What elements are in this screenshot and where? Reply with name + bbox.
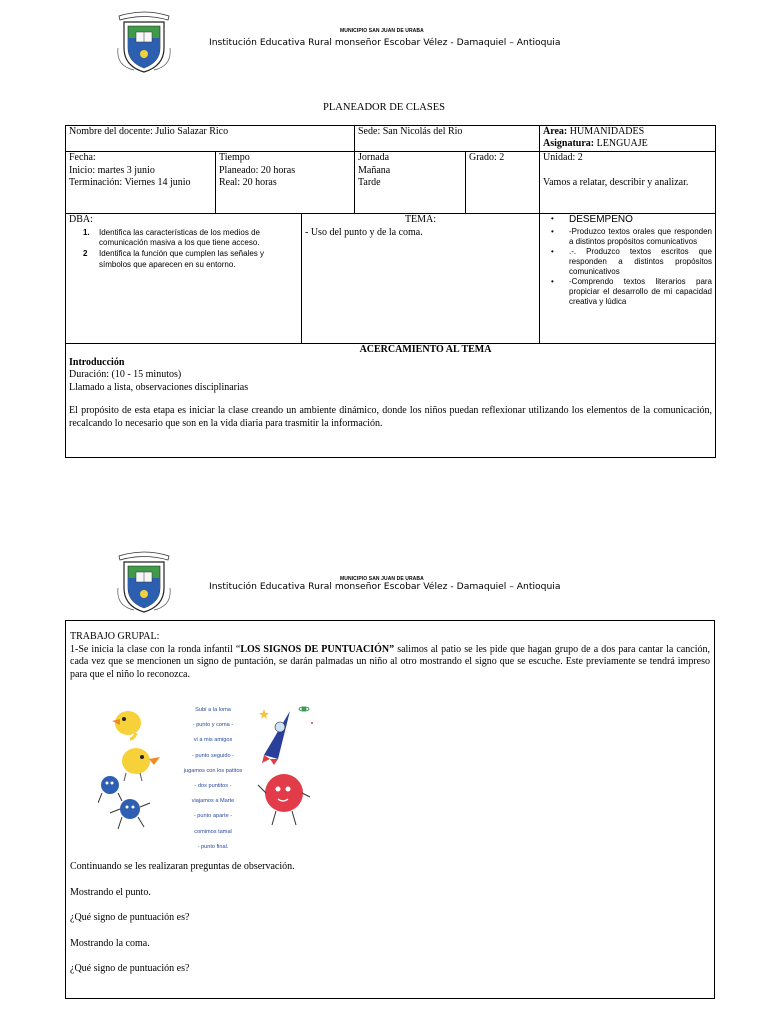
song-line: comimos tamal (194, 828, 232, 835)
duracion-text: Duración: (10 - 15 minutos) (69, 369, 182, 380)
rocket-icon (256, 703, 316, 767)
song-line: vi a mis amigos (193, 737, 233, 744)
song-line: - punto y coma - (192, 722, 234, 729)
song-line: - punto final. (197, 843, 229, 850)
institution-name: Institución Educativa Rural monseñor Escobar Vélez - Damaquiel – Antioquia (209, 581, 561, 592)
bullet-icon: • (551, 276, 554, 286)
trabajo-paragraph (70, 644, 710, 682)
dba-item-number: 1. (83, 227, 90, 237)
tema-label: TEMA: (404, 214, 437, 225)
unidad-text: Vamos a relatar, describir y analizar. (543, 176, 689, 188)
jornada-manana: Mañana (358, 164, 391, 176)
tema-text: - Uso del punto y de la coma. (305, 226, 423, 238)
fecha-terminacion: Terminación: Viernes 14 junio (69, 177, 191, 188)
mostrando-punto-text: Mostrando el punto. (70, 886, 151, 898)
dba-cell (66, 214, 302, 344)
page-header-2 (0, 546, 768, 616)
jornada-cell (355, 152, 466, 214)
asignatura-value: LENGUAJE (596, 137, 648, 149)
song-illustration (98, 703, 308, 851)
question-1: ¿Qué signo de puntuación es? (70, 912, 190, 923)
school-crest-logo (114, 548, 174, 614)
tiempo-planeado: Planeado: 20 horas (219, 164, 296, 176)
tiempo-real: Real: 20 horas (219, 177, 277, 188)
teacher-cell (66, 126, 355, 152)
desempeno-item (551, 227, 712, 247)
desempeno-list (551, 214, 712, 307)
area-value: HUMANIDADES (569, 126, 645, 137)
fecha-cell (66, 152, 216, 214)
dba-item-text: Identifica la función que cumplen las señales y símbolos que aparecen en su entorno. (99, 249, 264, 269)
bullet-icon: • (551, 226, 554, 236)
fecha-label: Fecha: (69, 152, 96, 163)
class-planner-table (65, 125, 716, 458)
song-title: LOS SIGNOS DE PUNTUACIÓN” (240, 643, 395, 655)
song-line: viajamos a Marte (191, 798, 235, 805)
area-cell (540, 126, 716, 152)
desempeno-cell (540, 214, 716, 344)
tiempo-cell (216, 152, 355, 214)
page-title: PLANEADOR DE CLASES (323, 102, 445, 113)
continuando-text: Continuando se les realizaran preguntas de observación. (70, 861, 295, 872)
colon-characters-icon (98, 775, 158, 839)
unidad-label: Unidad: 2 (543, 152, 583, 163)
dba-list (83, 228, 298, 271)
acercamiento-cell (66, 344, 716, 458)
jornada-tarde: Tarde (358, 177, 381, 188)
municipality-label: MUNICIPIO SAN JUAN DE URABA (340, 576, 424, 582)
desempeno-item (551, 277, 712, 307)
period-character-icon (256, 767, 312, 831)
dba-label: DBA: (69, 214, 93, 225)
trabajo-heading: TRABAJO GRUPAL: (70, 631, 160, 642)
sede-name: Sede: San Nicolás del Rio (358, 126, 463, 137)
bullet-icon: • (551, 246, 554, 256)
teacher-name: Nombre del docente: Julio Salazar Rico (69, 126, 229, 137)
area-label: Área: (543, 126, 568, 137)
song-lyrics (168, 703, 258, 855)
desempeno-item-text: .-. Produzco textos escritos que responden a distintos propósitos comunicativos (569, 246, 712, 276)
desempeno-item-text: -Comprendo textos literarios para propiciar el desarrollo de mi capacidad creativa y lúdica (569, 276, 712, 306)
desempeno-heading (551, 214, 712, 227)
song-line: - punto aparte - (193, 813, 233, 820)
mostrando-coma-text: Mostrando la coma. (70, 937, 150, 949)
page-header (0, 6, 768, 76)
song-line: Subí a la loma (195, 707, 231, 713)
dba-item-text: Identifica las características de los medios de comunicación masiva a los que tiene acceso. (99, 227, 260, 248)
llamado-text: Llamado a lista, observaciones disciplinarias (69, 381, 249, 393)
fecha-inicio: Inicio: martes 3 junio (69, 164, 155, 176)
trabajo-intro: 1-Se inicia la clase con la ronda infantil “ (70, 643, 241, 655)
duck-comma-icon (108, 705, 148, 741)
institution-name: Institución Educativa Rural monseñor Escobar Vélez - Damaquiel – Antioquia (209, 37, 561, 48)
municipality-label: MUNICIPIO SAN JUAN DE URABA (340, 28, 424, 34)
song-line: - punto seguido - (192, 752, 234, 759)
dba-item (83, 228, 298, 250)
question-2: ¿Qué signo de puntuación es? (70, 963, 190, 974)
tema-cell (302, 214, 540, 344)
sede-cell (355, 126, 540, 152)
school-crest-logo (114, 8, 174, 74)
introduccion-heading: Introducción (69, 356, 125, 368)
trabajo-instructions: salimos al patio se les pide que hagan grupo de a dos para cantar la canción, cada vez que se mencionen un signo de puntación, se darán palmadas un niño al otro mostrando el signo que se escuche. Este previamente se tendrá impreso para que el niño lo reconozca. (70, 643, 710, 680)
grado-cell (466, 152, 540, 214)
proposito-text: El propósito de esta etapa es iniciar la clase creando un ambiente dinámico, donde los niños puedan reflexionar utilizando los elementos de la comunicación, recalcando lo necesario que son en la vida diaria para trasmitir la información. (69, 405, 712, 429)
acercamiento-heading: ACERCAMIENTO AL TEMA (359, 344, 492, 355)
jornada-label: Jornada (358, 152, 390, 163)
asignatura-label: Asignatura: (543, 137, 595, 149)
tiempo-label: Tiempo (219, 152, 250, 163)
grado-value: Grado: 2 (469, 152, 505, 163)
unidad-cell (540, 152, 716, 214)
desempeno-item-text: -Produzco textos orales que responden a distintos propósitos comunicativos (569, 226, 712, 246)
desempeno-label: DESEMPEÑO (569, 214, 633, 225)
dba-item-number: 2 (83, 249, 88, 259)
song-line: jugamos con los patitos (183, 767, 243, 774)
trabajo-grupal-box (65, 620, 715, 999)
desempeno-item (551, 247, 712, 277)
dba-item (83, 249, 298, 271)
song-line: - dos puntitos - (194, 783, 232, 790)
bullet-icon: • (551, 214, 554, 223)
